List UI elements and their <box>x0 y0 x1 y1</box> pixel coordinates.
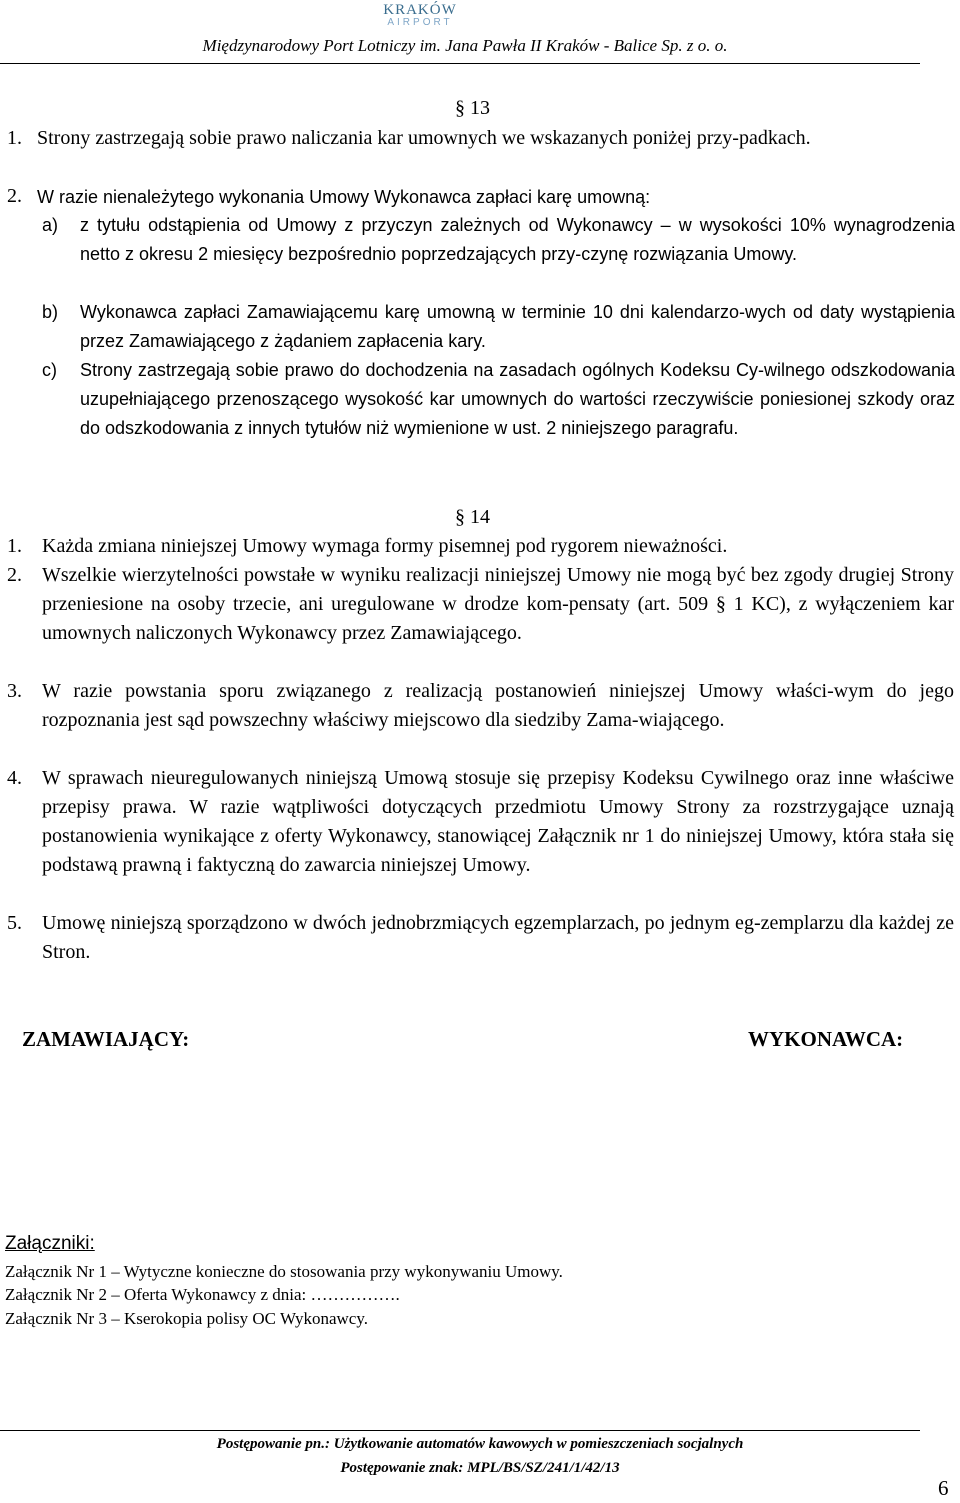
s14-item-4-text: W sprawach nieuregulowanych niniejszą Umową stosuje się przepisy Kodeksu Cywilnego oraz inne właściwe przepisy prawa. W razie wątpliwości dotyczących przedmiotu Umowy Strony za rozstrzygające uznają postanowienia wynikające z oferty Wykonawcy, stanowiącej Załącznik nr 1 do niniejszej Umowy, która stała się podstawą prawną i faktyczną do zawarcia niniejszej Umowy. <box>42 767 954 876</box>
footer-rule <box>0 1430 920 1431</box>
s13-item-b-num: b) <box>42 302 59 322</box>
s13-item-2-text: W razie nienależytego wykonania Umowy Wykonawca zapłaci karę umowną: <box>37 187 651 207</box>
attachment-1: Załącznik Nr 1 – Wytyczne konieczne do stosowania przy wykonywaniu Umowy. <box>5 1262 563 1281</box>
logo-line1: KRAKÓW <box>383 2 457 18</box>
section-14-heading: § 14 <box>455 506 490 528</box>
s13-item-b-text: Wykonawca zapłaci Zamawiającemu karę umowną w terminie 10 dni kalendarzo-wych od daty wystąpienia przez Zamawiającego z żądaniem zapłacenia kary. <box>80 302 955 351</box>
signature-wykonawca: WYKONAWCA: <box>748 1027 904 1051</box>
attachment-3: Załącznik Nr 3 – Kserokopia polisy OC Wykonawcy. <box>5 1309 368 1328</box>
header-rule <box>0 63 920 64</box>
s13-item-1-num: 1. <box>7 127 22 149</box>
s13-item-1-text: Strony zastrzegają sobie prawo naliczania kar umownych we wskazanych poniżej przy-padkach. <box>37 127 811 149</box>
s14-item-2-num: 2. <box>7 564 22 586</box>
s14-item-1-num: 1. <box>7 535 22 557</box>
s14-item-2-text: Wszelkie wierzytelności powstałe w wyniku realizacji niniejszej Umowy nie mogą być bez zgody drugiej Strony przeniesione na osoby trzecie, ani uregulowane w drodze kom-pensaty (art. 509 § 1 KC), z wyłączeniem kar umownych naliczonych Wykonawcy przez Zamawiającego. <box>42 564 954 644</box>
s13-item-a-text: z tytułu odstąpienia od Umowy z przyczyn zależnych od Wykonawcy – w wysokości 10% wynagrodzenia netto z okresu 2 miesięcy bezpośrednio poprzedzających przy-czynę rozwiązania Umowy. <box>80 215 955 264</box>
s14-item-3-text: W razie powstania sporu związanego z realizacją postanowień niniejszej Umowy właści-wym do jego rozpoznania jest sąd powszechny właściwy miejscowo dla siedziby Zama-wiającego. <box>42 680 954 731</box>
attachment-2: Załącznik Nr 2 – Oferta Wykonawcy z dnia: ……………. <box>5 1285 400 1304</box>
s13-item-a-num: a) <box>42 215 59 235</box>
s14-item-1-text: Każda zmiana niniejszej Umowy wymaga formy pisemnej pod rygorem nieważności. <box>42 535 728 557</box>
footer-line-1: Postępowanie pn.: Użytkowanie automatów kawowych w pomieszczeniach socjalnych <box>216 1436 744 1452</box>
s13-item-2-num: 2. <box>7 185 22 207</box>
s14-item-5-num: 5. <box>7 912 22 934</box>
attachments-heading: Załączniki: <box>5 1233 95 1254</box>
s14-item-4-num: 4. <box>7 767 22 789</box>
signature-zamawiajacy: ZAMAWIAJĄCY: <box>22 1027 190 1051</box>
logo-line2: AIRPORT <box>387 17 453 28</box>
s13-item-c-text: Strony zastrzegają sobie prawo do dochodzenia na zasadach ogólnych Kodeksu Cy-wilnego odszkodowania uzupełniającego przenoszącego wysokość kar umownych do wartości rzeczywiście poniesionej szkody oraz do odszkodowania z innych tytułów niż wymienione w ust. 2 niniejszego paragrafu. <box>80 360 955 438</box>
footer-line-2: Postępowanie znak: MPL/BS/SZ/241/1/42/13 <box>340 1460 620 1476</box>
airport-logo <box>370 2 470 30</box>
header-title: Międzynarodowy Port Lotniczy im. Jana Pawła II Kraków - Balice Sp. z o. o. <box>202 36 728 55</box>
section-13-heading: § 13 <box>455 97 490 119</box>
s14-item-5-text: Umowę niniejszą sporządzono w dwóch jednobrzmiących egzemplarzach, po jednym eg-zemplarzu dla każdej ze Stron. <box>42 912 954 963</box>
s14-item-3-num: 3. <box>7 680 22 702</box>
page-number: 6 <box>938 1476 949 1500</box>
s13-item-c-num: c) <box>42 360 57 380</box>
